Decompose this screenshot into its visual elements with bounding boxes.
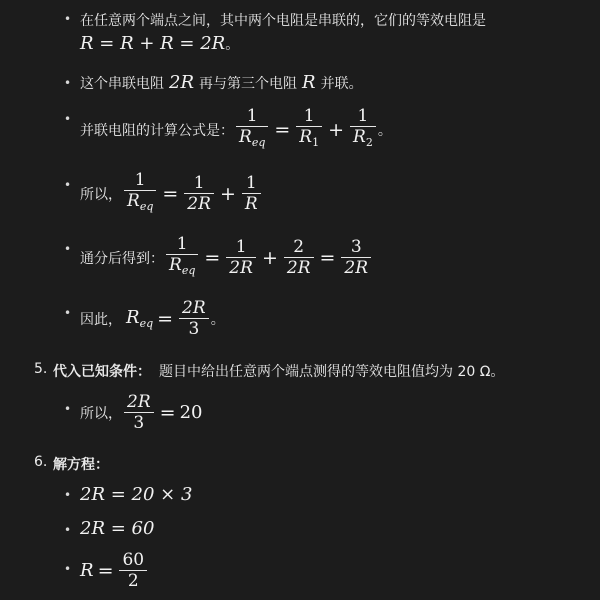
therefore-label: 因此， bbox=[80, 311, 122, 328]
fraction-2r-over-3: $\frac{2R}{3}$ bbox=[179, 298, 209, 339]
fraction-1-over-req: $\frac{1}{R_{eq}}$ bbox=[124, 170, 156, 217]
bullet-dot: • bbox=[64, 178, 72, 192]
fraction-1-over-r1: $\frac{1}{R_1}$ bbox=[296, 106, 322, 153]
req-result-line: 因此， $R_{eq}$ = $\frac{2R}{3}$ 。 bbox=[80, 298, 225, 339]
bullet-dot: • bbox=[64, 562, 72, 576]
bullet-dot: • bbox=[64, 523, 72, 537]
bullet-dot: • bbox=[64, 402, 72, 416]
common-denominator-label: 通分后得到： bbox=[80, 250, 164, 267]
step-number-6: 6. bbox=[34, 454, 48, 470]
parallel-math-2: R bbox=[302, 72, 316, 93]
equation-3: R = $\frac{60}{2}$ bbox=[80, 550, 149, 591]
bullet-dot: • bbox=[64, 12, 72, 26]
so-label: 所以， bbox=[80, 186, 122, 203]
substitution-line: 所以， $\frac{2R}{3}$ = 20 bbox=[80, 392, 203, 433]
fraction-60-over-2: $\frac{60}{2}$ bbox=[119, 550, 147, 591]
fraction-1-over-2r: $\frac{1}{2R}$ bbox=[184, 173, 214, 214]
fraction-1-over-2r: $\frac{1}{2R}$ bbox=[226, 237, 256, 278]
so-formula-line: 所以， $\frac{1}{R_{eq}}$ = $\frac{1}{2R}$ + $\frac{1}{R}$ bbox=[80, 170, 263, 217]
bullet-dot: • bbox=[64, 242, 72, 256]
parallel-text-3: 并联。 bbox=[320, 75, 363, 92]
parallel-text-1: 这个串联电阻 bbox=[80, 75, 164, 92]
fraction-1-over-r: $\frac{1}{R}$ bbox=[242, 173, 261, 214]
fraction-3-over-2r: $\frac{3}{2R}$ bbox=[341, 237, 371, 278]
series-formula-math: R = R + R = 2R bbox=[80, 33, 226, 54]
bullet-dot: • bbox=[64, 306, 72, 320]
fraction-1-over-req: $\frac{1}{R_{eq}}$ bbox=[236, 106, 268, 153]
section-6-title: 解方程： bbox=[53, 457, 109, 473]
section-5-title: 代入已知条件： bbox=[53, 364, 151, 380]
bullet-dot: • bbox=[64, 112, 72, 126]
parallel-text-2: 再与第三个电阻 bbox=[199, 75, 298, 92]
series-text: 在任意两个端点之间，其中两个电阻是串联的，它们的等效电阻是 bbox=[80, 13, 486, 29]
equation-1: 2R = 20 × 3 bbox=[80, 484, 193, 505]
parallel-formula-line: 并联电阻的计算公式是： $\frac{1}{R_{eq}}$ = $\frac{1}{R_1}$ + $\frac{1}{R_2}$ 。 bbox=[80, 106, 392, 153]
substitution-label: 所以， bbox=[80, 405, 122, 422]
common-denominator-line: 通分后得到： $\frac{1}{R_{eq}}$ = $\frac{1}{2R}$ + $\frac{2}{2R}$ = $\frac{3}{2R}$ bbox=[80, 234, 373, 281]
fraction-2r-over-3: $\frac{2R}{3}$ bbox=[124, 392, 154, 433]
fraction-1-over-r2: $\frac{1}{R_2}$ bbox=[350, 106, 376, 153]
series-formula bbox=[80, 33, 239, 54]
series-formula-end: 。 bbox=[225, 36, 240, 53]
fraction-2-over-2r: $\frac{2}{2R}$ bbox=[284, 237, 314, 278]
section-5-text: 题目中给出任意两个端点测得的等效电阻值均为 20 Ω。 bbox=[159, 364, 505, 380]
bullet-dot: • bbox=[64, 76, 72, 90]
parallel-math-1: 2R bbox=[169, 72, 195, 93]
equation-2: 2R = 60 bbox=[80, 518, 155, 539]
fraction-1-over-req: $\frac{1}{R_{eq}}$ bbox=[166, 234, 198, 281]
section-5-header bbox=[53, 361, 504, 381]
parallel-statement bbox=[80, 72, 363, 93]
parallel-formula-label: 并联电阻的计算公式是： bbox=[80, 122, 234, 139]
bullet-dot: • bbox=[64, 488, 72, 502]
step-number-5: 5. bbox=[34, 361, 48, 377]
